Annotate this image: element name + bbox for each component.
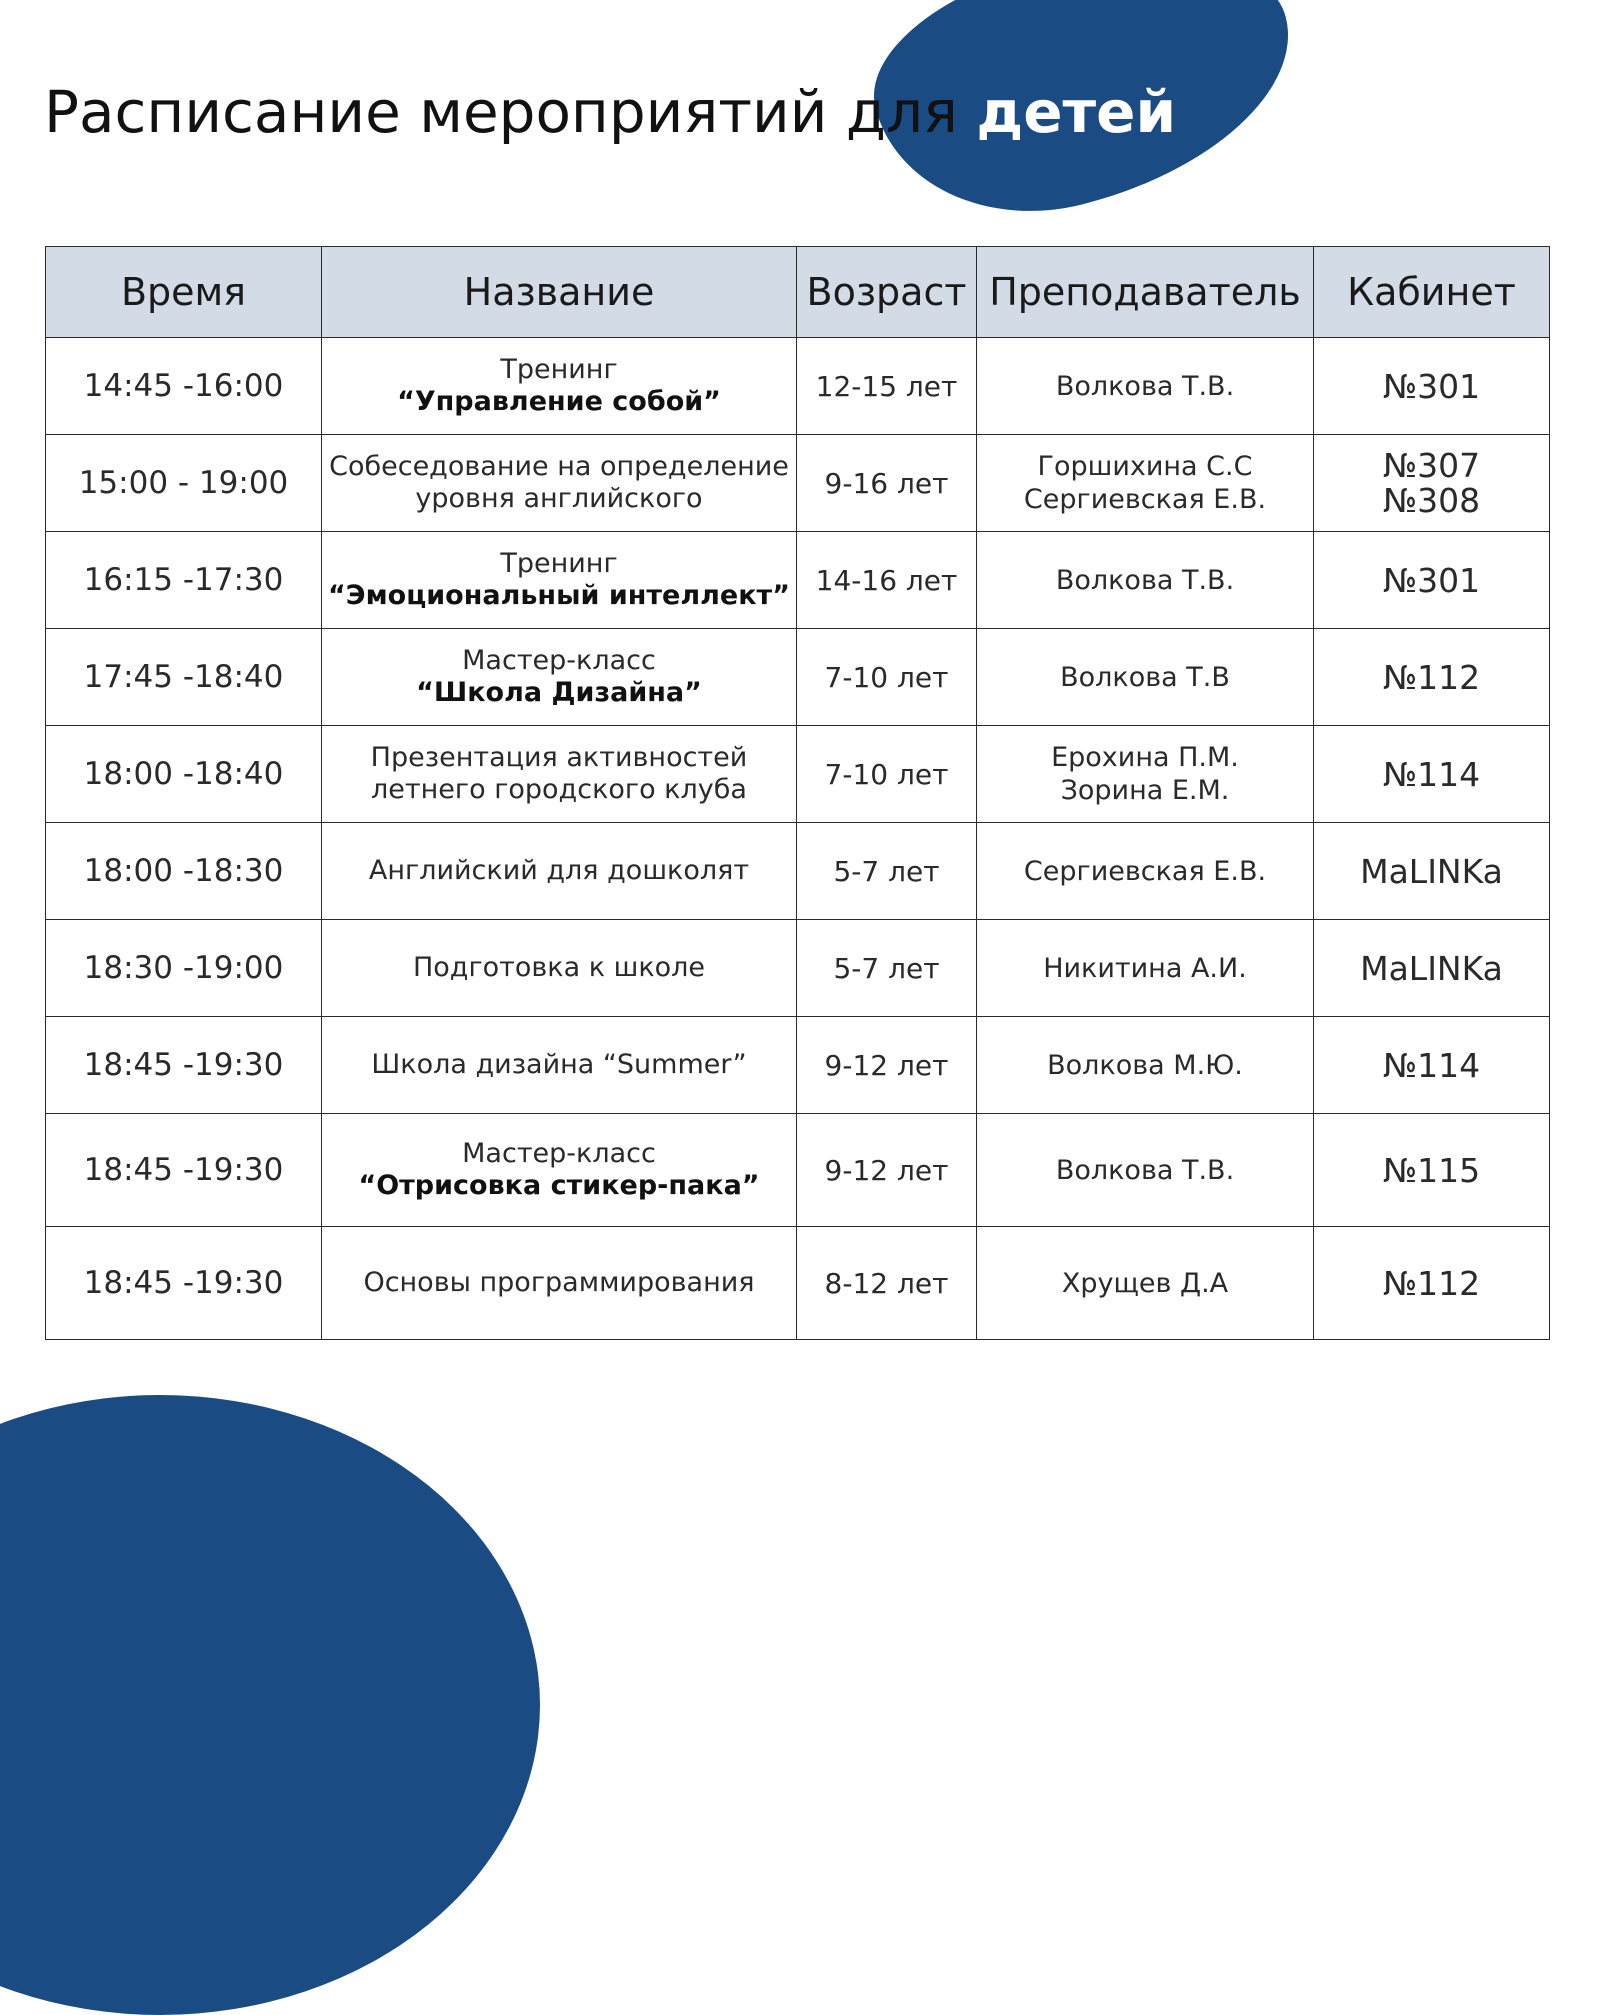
room-number: №114 [1382, 1045, 1481, 1085]
event-title: “Управление собой” [397, 386, 721, 417]
event-teacher [977, 532, 1314, 629]
event-age: 9-12 лет [797, 1017, 977, 1114]
event-name-line: уровня английского [415, 483, 703, 514]
event-name-line: летнего городского клуба [371, 774, 747, 805]
event-age: 7-10 лет [797, 726, 977, 823]
event-name [322, 823, 797, 920]
event-title: “Школа Дизайна” [416, 677, 702, 708]
event-teacher [977, 629, 1314, 726]
event-age: 14-16 лет [797, 532, 977, 629]
teacher-name: Волкова М.Ю. [1047, 1049, 1243, 1081]
event-time: 18:45 -19:30 [46, 1227, 322, 1340]
event-type: Тренинг [500, 548, 618, 579]
event-teacher [977, 338, 1314, 435]
event-name [322, 629, 797, 726]
decorative-blob-bottom [0, 1395, 540, 2015]
event-time: 18:30 -19:00 [46, 920, 322, 1017]
table-row [46, 629, 1550, 726]
room-number: №114 [1382, 754, 1481, 794]
event-room [1314, 920, 1550, 1017]
event-age: 9-12 лет [797, 1114, 977, 1227]
teacher-name: Зорина Е.М. [1060, 775, 1230, 806]
table-row [46, 1017, 1550, 1114]
room-number: №301 [1382, 366, 1481, 406]
event-room [1314, 532, 1550, 629]
teacher-name: Сергиевская Е.В. [1023, 484, 1267, 515]
event-teacher [977, 1017, 1314, 1114]
event-name [322, 726, 797, 823]
event-time: 17:45 -18:40 [46, 629, 322, 726]
teacher-name: Сергиевская Е.В. [1023, 855, 1267, 887]
event-room [1314, 823, 1550, 920]
header-name: Название [322, 247, 797, 338]
event-time: 15:00 - 19:00 [46, 435, 322, 532]
table-row [46, 1227, 1550, 1340]
event-teacher [977, 435, 1314, 532]
event-type: Тренинг [500, 354, 618, 385]
event-name [322, 1017, 797, 1114]
teacher-name: Волкова Т.В. [1055, 564, 1235, 596]
room-number: №307 [1382, 446, 1481, 485]
event-time: 18:45 -19:30 [46, 1017, 322, 1114]
event-name [322, 1227, 797, 1340]
event-teacher [977, 823, 1314, 920]
teacher-name: Горшихина С.С [1037, 451, 1253, 482]
event-age: 8-12 лет [797, 1227, 977, 1340]
event-room [1314, 629, 1550, 726]
table-row [46, 823, 1550, 920]
event-name-line: Презентация активностей [370, 742, 748, 773]
event-time: 14:45 -16:00 [46, 338, 322, 435]
event-age: 5-7 лет [797, 823, 977, 920]
room-number: MaLINKa [1360, 948, 1503, 988]
page-title-main: Расписание мероприятий для [44, 78, 977, 146]
event-time: 16:15 -17:30 [46, 532, 322, 629]
room-number: №301 [1382, 560, 1481, 600]
event-title: “Отрисовка стикер-пака” [358, 1170, 760, 1201]
event-room [1314, 1017, 1550, 1114]
room-number: №112 [1382, 657, 1481, 697]
room-number: №308 [1382, 481, 1481, 520]
teacher-name: Ерохина П.М. [1051, 742, 1239, 773]
event-name-line: Собеседование на определение [329, 451, 789, 482]
event-time: 18:00 -18:40 [46, 726, 322, 823]
table-row [46, 435, 1550, 532]
header-time: Время [46, 247, 322, 338]
room-number: №115 [1382, 1150, 1481, 1190]
room-number: №112 [1382, 1263, 1481, 1303]
event-teacher [977, 1227, 1314, 1340]
event-name [322, 338, 797, 435]
teacher-name: Хрущев Д.А [1061, 1267, 1229, 1299]
event-name-line: Английский для дошколят [368, 855, 750, 886]
teacher-name: Волкова Т.В. [1055, 1154, 1235, 1186]
event-name [322, 1114, 797, 1227]
table-row [46, 726, 1550, 823]
event-age: 12-15 лет [797, 338, 977, 435]
teacher-name: Волкова Т.В [1060, 661, 1230, 693]
event-name [322, 435, 797, 532]
event-name [322, 920, 797, 1017]
event-teacher [977, 920, 1314, 1017]
event-title: “Эмоциональный интеллект” [328, 580, 790, 611]
header-room: Кабинет [1314, 247, 1550, 338]
event-age: 7-10 лет [797, 629, 977, 726]
table-header-row [46, 247, 1550, 338]
event-name-line: Подготовка к школе [412, 952, 706, 983]
schedule-table [45, 246, 1550, 1340]
event-room [1314, 435, 1550, 532]
event-name-line: Школа дизайна “Summer” [371, 1049, 747, 1080]
event-teacher [977, 1114, 1314, 1227]
event-room [1314, 1114, 1550, 1227]
room-number: MaLINKa [1360, 851, 1503, 891]
event-type: Мастер-класс [462, 645, 656, 676]
teacher-name: Никитина А.И. [1043, 952, 1247, 984]
table-row [46, 1114, 1550, 1227]
table-row [46, 532, 1550, 629]
event-room [1314, 338, 1550, 435]
event-time: 18:45 -19:30 [46, 1114, 322, 1227]
event-room [1314, 1227, 1550, 1340]
event-age: 5-7 лет [797, 920, 977, 1017]
teacher-name: Волкова Т.В. [1055, 370, 1235, 402]
page-title [44, 72, 1176, 152]
event-room [1314, 726, 1550, 823]
event-teacher [977, 726, 1314, 823]
page-title-accent: детей [976, 78, 1177, 146]
event-type: Мастер-класс [462, 1138, 656, 1169]
event-name [322, 532, 797, 629]
event-name-line: Основы программирования [363, 1267, 755, 1298]
table-row [46, 920, 1550, 1017]
header-teacher: Преподаватель [977, 247, 1314, 338]
header-age: Возраст [797, 247, 977, 338]
event-time: 18:00 -18:30 [46, 823, 322, 920]
event-age: 9-16 лет [797, 435, 977, 532]
table-row [46, 338, 1550, 435]
